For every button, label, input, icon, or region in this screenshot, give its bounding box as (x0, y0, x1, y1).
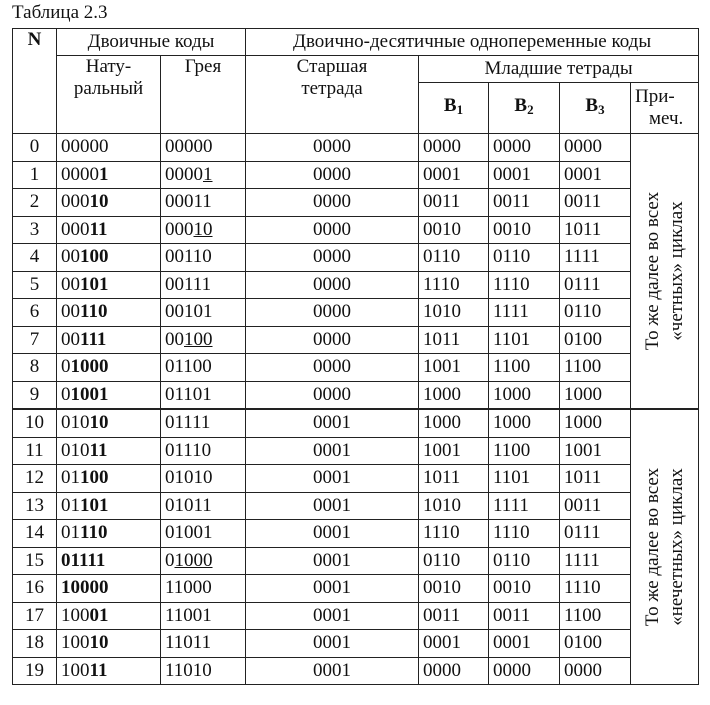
natural-bold: 100 (80, 246, 109, 268)
cell-b2: 0011 (489, 189, 560, 217)
table-row (13, 134, 699, 162)
gray-underlined: 1000 (174, 549, 213, 571)
table-row (13, 189, 699, 217)
cell-b1: 1000 (419, 409, 489, 437)
table-row (13, 381, 699, 409)
natural-bold: 11 (89, 439, 108, 461)
cell-n: 10 (13, 409, 57, 437)
natural-plain: 100 (61, 604, 90, 626)
natural-plain: 0 (61, 356, 71, 378)
cell-natural (57, 437, 161, 465)
cell-b1: 0110 (419, 547, 489, 575)
cell-gray (161, 575, 246, 603)
cell-gray (161, 189, 246, 217)
gray-plain: 00000 (165, 136, 213, 158)
cell-b1: 0001 (419, 161, 489, 189)
table-body (13, 134, 699, 685)
cell-gray (161, 134, 246, 162)
table-row (13, 244, 699, 272)
cell-n: 15 (13, 547, 57, 575)
table-row (13, 161, 699, 189)
cell-senior-tetrad: 0001 (246, 575, 419, 603)
natural-plain: 0 (61, 383, 71, 405)
header-n: N (13, 29, 57, 134)
cell-b3: 0111 (560, 271, 631, 299)
cell-n: 17 (13, 602, 57, 630)
cell-b3: 0000 (560, 134, 631, 162)
natural-plain: 00000 (61, 136, 109, 158)
cell-n: 14 (13, 520, 57, 548)
cell-b2: 0011 (489, 602, 560, 630)
cell-b2: 1110 (489, 271, 560, 299)
note-text-even (641, 146, 689, 396)
cell-senior-tetrad: 0000 (246, 381, 419, 409)
header-b1 (419, 83, 489, 134)
cell-senior-tetrad: 0001 (246, 409, 419, 437)
cell-senior-tetrad: 0000 (246, 161, 419, 189)
cell-b1: 0010 (419, 575, 489, 603)
header-note-line2: меч. (649, 108, 684, 129)
cell-n: 0 (13, 134, 57, 162)
header-natural-line1: Нату- (85, 56, 132, 77)
header-b2-letter: B (514, 95, 528, 116)
table-row (13, 575, 699, 603)
header-b3 (560, 83, 631, 134)
cell-gray (161, 216, 246, 244)
cell-n: 4 (13, 244, 57, 272)
header-binary-codes: Двоичные коды (57, 29, 246, 56)
gray-plain: 11000 (165, 577, 212, 599)
gray-plain: 000 (165, 218, 194, 240)
cell-gray (161, 244, 246, 272)
header-senior-tetrad (246, 56, 419, 134)
note-text-odd (641, 422, 689, 672)
cell-n: 3 (13, 216, 57, 244)
natural-bold: 10000 (61, 577, 109, 599)
gray-plain: 0000 (165, 163, 203, 185)
gray-plain: 11010 (165, 659, 212, 681)
cell-gray (161, 326, 246, 354)
cell-gray (161, 520, 246, 548)
natural-bold: 101 (80, 273, 109, 295)
cell-b2: 1000 (489, 409, 560, 437)
cell-n: 6 (13, 299, 57, 327)
gray-plain: 0 (165, 549, 175, 571)
cell-b3: 1111 (560, 547, 631, 575)
natural-plain: 01 (61, 494, 80, 516)
table-row (13, 271, 699, 299)
cell-gray (161, 657, 246, 685)
cell-b1: 1011 (419, 326, 489, 354)
cell-b2: 0000 (489, 657, 560, 685)
note-line1: То же далее во всех (641, 467, 663, 627)
cell-b1: 0011 (419, 602, 489, 630)
cell-natural (57, 299, 161, 327)
header-natural (57, 56, 161, 134)
note-line1: То же далее во всех (641, 191, 663, 351)
cell-b1: 0000 (419, 657, 489, 685)
cell-natural (57, 381, 161, 409)
cell-b3: 1000 (560, 409, 631, 437)
cell-natural (57, 354, 161, 382)
cell-n: 9 (13, 381, 57, 409)
natural-plain: 010 (61, 439, 90, 461)
gray-plain: 01010 (165, 467, 213, 489)
cell-b2: 1100 (489, 354, 560, 382)
cell-natural (57, 575, 161, 603)
cell-gray (161, 354, 246, 382)
cell-natural (57, 161, 161, 189)
natural-plain: 00 (61, 246, 80, 268)
cell-b1: 1000 (419, 381, 489, 409)
cell-natural (57, 602, 161, 630)
header-senior-line2: тетрада (301, 78, 363, 99)
gray-underlined: 100 (184, 328, 213, 350)
cell-senior-tetrad: 0000 (246, 354, 419, 382)
table-row (13, 354, 699, 382)
cell-senior-tetrad: 0000 (246, 271, 419, 299)
cell-senior-tetrad: 0001 (246, 657, 419, 685)
gray-plain: 11011 (165, 632, 212, 654)
cell-b1: 1011 (419, 465, 489, 493)
table-row (13, 326, 699, 354)
cell-b3: 0111 (560, 520, 631, 548)
table-row (13, 492, 699, 520)
cell-senior-tetrad: 0001 (246, 602, 419, 630)
natural-bold: 01 (89, 604, 109, 626)
cell-b3: 0000 (560, 657, 631, 685)
cell-senior-tetrad: 0001 (246, 630, 419, 658)
gray-plain: 11001 (165, 604, 212, 626)
header-natural-line2: ральный (73, 78, 144, 99)
header-junior-tetrads: Младшие тетрады (419, 56, 699, 83)
note-line2: «нечетных» циклах (665, 468, 687, 626)
cell-b3: 0100 (560, 630, 631, 658)
natural-bold: 110 (80, 301, 108, 323)
natural-bold: 111 (80, 328, 107, 350)
cell-b3: 1110 (560, 575, 631, 603)
cell-natural (57, 271, 161, 299)
cell-b2: 0001 (489, 630, 560, 658)
cell-b3: 1000 (560, 381, 631, 409)
cell-b2: 0000 (489, 134, 560, 162)
note-cell-even (631, 134, 699, 410)
cell-b2: 1111 (489, 492, 560, 520)
cell-b3: 1011 (560, 465, 631, 493)
cell-gray (161, 381, 246, 409)
cell-n: 7 (13, 326, 57, 354)
table-row (13, 299, 699, 327)
cell-n: 13 (13, 492, 57, 520)
natural-bold: 110 (80, 522, 108, 544)
cell-n: 8 (13, 354, 57, 382)
header-b2 (489, 83, 560, 134)
gray-plain: 00101 (165, 301, 213, 323)
cell-n: 5 (13, 271, 57, 299)
gray-plain: 00111 (165, 273, 212, 295)
cell-natural (57, 492, 161, 520)
cell-senior-tetrad: 0000 (246, 299, 419, 327)
cell-n: 2 (13, 189, 57, 217)
cell-b2: 1000 (489, 381, 560, 409)
natural-plain: 00 (61, 328, 80, 350)
header-b3-letter: B (585, 95, 599, 116)
cell-b2: 1101 (489, 465, 560, 493)
table-row (13, 657, 699, 685)
natural-plain: 000 (61, 218, 90, 240)
header-note-line1: При- (635, 86, 675, 107)
gray-plain: 01110 (165, 439, 212, 461)
cell-natural (57, 520, 161, 548)
natural-bold: 1 (99, 163, 109, 185)
cell-natural (57, 134, 161, 162)
cell-b1: 1010 (419, 299, 489, 327)
cell-b2: 0010 (489, 216, 560, 244)
header-gray: Грея (161, 56, 246, 134)
table-row (13, 465, 699, 493)
cell-b3: 1011 (560, 216, 631, 244)
header-b1-letter: B (443, 95, 457, 116)
cell-gray (161, 492, 246, 520)
cell-gray (161, 547, 246, 575)
note-line2: «четных» циклах (665, 201, 687, 341)
cell-b2: 1101 (489, 326, 560, 354)
cell-b2: 1100 (489, 437, 560, 465)
gray-underlined: 10 (193, 218, 213, 240)
header-b2-sub: 2 (527, 102, 534, 117)
header-senior-line1: Старшая (296, 56, 368, 77)
cell-b3: 1001 (560, 437, 631, 465)
cell-senior-tetrad: 0000 (246, 134, 419, 162)
natural-plain: 01 (61, 522, 80, 544)
cell-n: 19 (13, 657, 57, 685)
natural-plain: 010 (61, 412, 90, 434)
header-bcd-codes: Двоично-десятичные однопеременные коды (246, 29, 699, 56)
gray-plain: 01101 (165, 383, 212, 405)
gray-underlined: 1 (203, 163, 213, 185)
cell-gray (161, 630, 246, 658)
cell-senior-tetrad: 0000 (246, 216, 419, 244)
cell-gray (161, 437, 246, 465)
table-row (13, 437, 699, 465)
cell-n: 11 (13, 437, 57, 465)
natural-bold: 1000 (70, 356, 109, 378)
cell-b1: 0011 (419, 189, 489, 217)
table-caption: Таблица 2.3 (12, 2, 108, 23)
header-note (631, 83, 699, 134)
natural-plain: 100 (61, 632, 90, 654)
cell-b1: 1010 (419, 492, 489, 520)
cell-b1: 1001 (419, 354, 489, 382)
cell-b3: 1100 (560, 602, 631, 630)
gray-plain: 01011 (165, 494, 212, 516)
natural-bold: 10 (89, 412, 109, 434)
cell-gray (161, 602, 246, 630)
natural-bold: 11 (89, 659, 108, 681)
cell-b1: 0110 (419, 244, 489, 272)
cell-natural (57, 326, 161, 354)
note-cell-odd (631, 409, 699, 685)
cell-b2: 0001 (489, 161, 560, 189)
cell-senior-tetrad: 0000 (246, 326, 419, 354)
gray-plain: 00 (165, 328, 184, 350)
cell-b1: 1110 (419, 271, 489, 299)
natural-bold: 101 (80, 494, 109, 516)
cell-b2: 1110 (489, 520, 560, 548)
gray-plain: 00011 (165, 191, 212, 213)
cell-senior-tetrad: 0001 (246, 520, 419, 548)
cell-n: 18 (13, 630, 57, 658)
cell-b2: 0010 (489, 575, 560, 603)
natural-bold: 10 (89, 632, 109, 654)
cell-gray (161, 465, 246, 493)
cell-b3: 0001 (560, 161, 631, 189)
table-row (13, 409, 699, 437)
table-row (13, 602, 699, 630)
cell-b1: 0010 (419, 216, 489, 244)
table-row (13, 520, 699, 548)
cell-senior-tetrad: 0000 (246, 189, 419, 217)
cell-natural (57, 216, 161, 244)
cell-b3: 1100 (560, 354, 631, 382)
cell-b1: 1110 (419, 520, 489, 548)
natural-bold: 100 (80, 467, 109, 489)
cell-senior-tetrad: 0001 (246, 547, 419, 575)
cell-natural (57, 409, 161, 437)
cell-n: 16 (13, 575, 57, 603)
gray-plain: 00110 (165, 246, 212, 268)
code-table (12, 28, 699, 685)
cell-natural (57, 244, 161, 272)
cell-b3: 0011 (560, 492, 631, 520)
cell-b1: 1001 (419, 437, 489, 465)
cell-b3: 0110 (560, 299, 631, 327)
cell-natural (57, 189, 161, 217)
cell-gray (161, 161, 246, 189)
cell-n: 12 (13, 465, 57, 493)
cell-b3: 1111 (560, 244, 631, 272)
cell-b2: 0110 (489, 244, 560, 272)
table-row (13, 216, 699, 244)
cell-gray (161, 409, 246, 437)
cell-natural (57, 630, 161, 658)
cell-senior-tetrad: 0000 (246, 244, 419, 272)
cell-natural (57, 657, 161, 685)
header-b1-sub: 1 (456, 102, 464, 117)
cell-natural (57, 547, 161, 575)
cell-gray (161, 299, 246, 327)
gray-plain: 01111 (165, 412, 211, 434)
natural-bold: 01111 (61, 549, 106, 571)
cell-natural (57, 465, 161, 493)
natural-plain: 00 (61, 301, 80, 323)
cell-b3: 0100 (560, 326, 631, 354)
natural-plain: 000 (61, 191, 90, 213)
cell-gray (161, 271, 246, 299)
natural-bold: 11 (89, 218, 108, 240)
cell-b1: 0001 (419, 630, 489, 658)
cell-n: 1 (13, 161, 57, 189)
cell-senior-tetrad: 0001 (246, 492, 419, 520)
table-row (13, 630, 699, 658)
cell-b1: 0000 (419, 134, 489, 162)
natural-plain: 00 (61, 273, 80, 295)
gray-plain: 01001 (165, 522, 213, 544)
natural-bold: 10 (89, 191, 109, 213)
cell-b3: 0011 (560, 189, 631, 217)
natural-plain: 01 (61, 467, 80, 489)
table-row (13, 547, 699, 575)
natural-plain: 100 (61, 659, 90, 681)
cell-b2: 0110 (489, 547, 560, 575)
natural-plain: 0000 (61, 163, 99, 185)
gray-plain: 01100 (165, 356, 212, 378)
cell-senior-tetrad: 0001 (246, 437, 419, 465)
header-b3-sub: 3 (598, 102, 605, 117)
natural-bold: 1001 (70, 383, 109, 405)
cell-senior-tetrad: 0001 (246, 465, 419, 493)
cell-b2: 1111 (489, 299, 560, 327)
